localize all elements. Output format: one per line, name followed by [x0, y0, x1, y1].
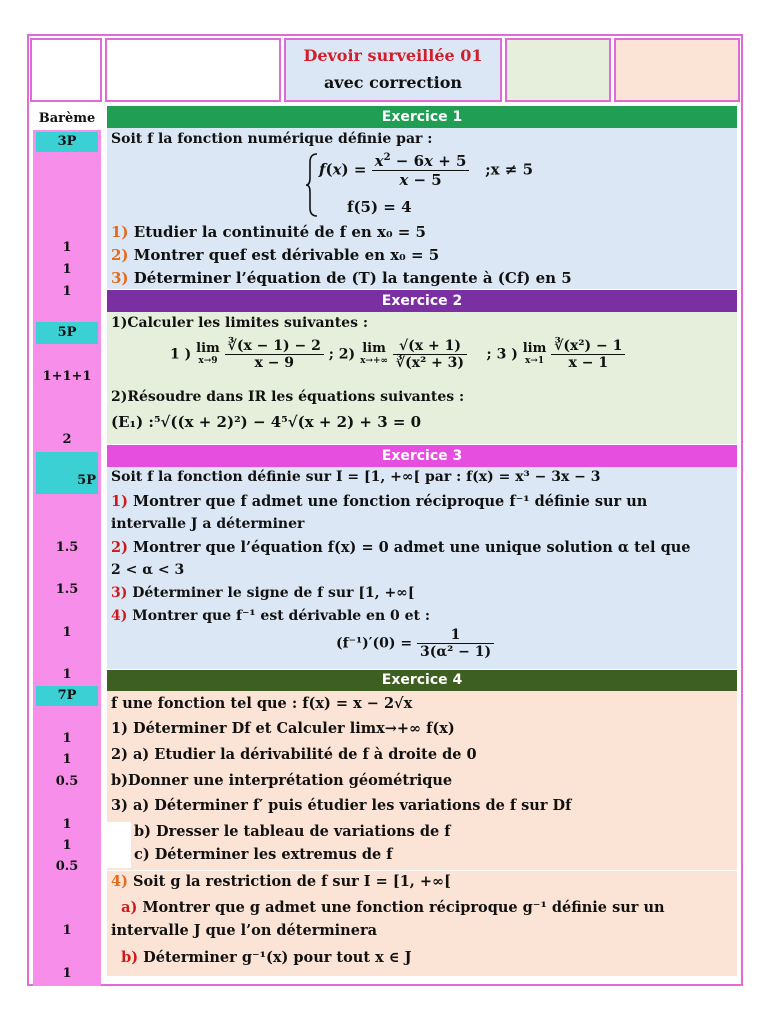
- page-title: Devoir surveillée 01: [303, 46, 483, 65]
- brace-icon: [305, 152, 319, 218]
- ex4-q2b: b)Donner une interprétation géométrique: [111, 772, 453, 789]
- ex1-intro: Soit f la fonction numérique définie par :: [111, 131, 433, 147]
- bareme-ex3-q3: 1: [62, 625, 72, 640]
- header-cell-2: [105, 38, 281, 102]
- ex3-intro: Soit f la fonction définie sur I = [1, +∞[ par : f(x) = x³ − 3x − 3: [111, 469, 601, 485]
- bareme-ex3-q2: 1.5: [55, 582, 79, 597]
- lim-3: lim x→1: [522, 340, 547, 366]
- ex3-q4: 4) Montrer que f⁻¹ est dérivable en 0 et :: [111, 608, 431, 624]
- ex4-q4: 4) Soit g la restriction de f sur I = [1, +∞[: [111, 873, 451, 890]
- bareme-ex4-2: 1: [62, 752, 72, 767]
- ex3-formula: (f⁻¹)′(0) = $\frac{1}{\text{3(α² − 1)}}$: [336, 627, 494, 660]
- header-cell-1: [30, 38, 102, 102]
- ex3-q1: 1) Montrer que f admet une fonction réciproque f⁻¹ définie sur un: [111, 493, 648, 510]
- ex4-q4b: b) Déterminer g⁻¹(x) pour tout x ∈ J: [121, 949, 412, 966]
- ex3-heading: Exercice 3: [107, 445, 737, 467]
- ex4-q3b: b) Dresser le tableau de variations de f: [134, 823, 451, 840]
- ex1-def-cond: ;x ≠ 5: [485, 160, 534, 179]
- ex4-q3c: c) Déterminer les extremus de f: [134, 846, 393, 863]
- ex4-q1: 1) Déterminer Df et Calculer limx→+∞ f(x): [111, 720, 455, 737]
- bareme-ex4-8: 1: [62, 966, 72, 981]
- bareme-header: Barème: [33, 106, 101, 130]
- ex3-q1-cont: intervalle J a déterminer: [111, 516, 305, 532]
- bareme-ex4-3: 0.5: [55, 774, 79, 789]
- ex1-q2: 2) Montrer quef est dérivable en x₀ = 5: [111, 246, 440, 264]
- header-cell-green: [505, 38, 611, 102]
- lim-2-fraction: $\frac{√(x + 1)}{\text{∛(x² + 3)}}$: [393, 338, 467, 371]
- bareme-ex1-q3: 1: [62, 284, 72, 299]
- ex4-q4a-cont: intervalle J que l’on déterminera: [111, 922, 377, 939]
- bareme-chip-ex2: 5P: [36, 322, 98, 344]
- bareme-chip-ex4: 7P: [36, 686, 98, 706]
- bareme-ex3-q4: 1: [62, 667, 72, 682]
- ex3-q2: 2) Montrer que l’équation f(x) = 0 admet une unique solution α tel que: [111, 539, 691, 556]
- header-title-cell: [284, 38, 502, 102]
- ex2-equation: (E₁) :⁵√((x + 2)²) − 4⁵√(x + 2) + 3 = 0: [111, 413, 422, 431]
- ex2-limits: 1 ) lim x→9 $\frac{∛(x - 1) - 2}{x - 9}$ ; 2) lim x→+∞ $\frac{√(x + 1)}{\text{∛(x² + 3)}}$ ; 3 ) lim x→1 $\frac{\text{∛(x²) − 1}}{x - 1}$: [170, 338, 625, 371]
- ex1-def-second: f(5) = 4: [347, 198, 412, 216]
- lim-1-fraction: $\frac{∛(x - 1) - 2}{x - 9}$: [225, 338, 324, 371]
- bareme-ex4-6: 0.5: [55, 859, 79, 874]
- lim-3-fraction: $\frac{\text{∛(x²) − 1}}{x - 1}$: [551, 338, 625, 371]
- bareme-chip-ex1: 3P: [36, 132, 98, 152]
- lim-1: lim x→9: [196, 340, 220, 366]
- bareme-ex4-7: 1: [62, 923, 72, 938]
- header-cell-peach: [614, 38, 740, 102]
- bareme-ex3-q1: 1.5: [55, 540, 79, 555]
- ex3-q3: 3) Déterminer le signe de f sur [1, +∞[: [111, 585, 415, 601]
- ex4-q4a: a) Montrer que g admet une fonction réciproque g⁻¹ définie sur un: [121, 899, 665, 916]
- lim-2: lim x→+∞: [360, 340, 389, 366]
- ex2-heading: Exercice 2: [107, 290, 737, 312]
- bareme-chip-ex3: 5P: [36, 452, 98, 494]
- ex1-heading: Exercice 1: [107, 106, 737, 128]
- ex4-heading: Exercice 4: [107, 670, 737, 691]
- ex1-definition: [305, 150, 565, 220]
- bareme-ex1-q1: 1: [62, 240, 72, 255]
- ex3-q2-cont: 2 < α < 3: [111, 562, 185, 578]
- ex4-q2a: 2) a) Etudier la dérivabilité de f à droite de 0: [111, 746, 477, 763]
- bareme-ex4-4: 1: [62, 817, 72, 832]
- bareme-ex4-5: 1: [62, 838, 72, 853]
- ex2-q2: 2)Résoudre dans IR les équations suivantes :: [111, 389, 465, 405]
- ex4-intro: f une fonction tel que : f(x) = x − 2√x: [111, 695, 413, 712]
- bareme-ex1-q2: 1: [62, 262, 72, 277]
- bareme-ex2-q2: 2: [62, 432, 72, 447]
- bareme-ex4-1: 1: [62, 731, 72, 746]
- ex4-q3a: 3) a) Déterminer f′ puis étudier les variations de f sur Df: [111, 797, 572, 814]
- ex1-q1: 1) Etudier la continuité de f en x₀ = 5: [111, 223, 426, 241]
- bareme-ex2-q1: 1+1+1: [42, 369, 92, 384]
- ex4-q3-white-strip: [107, 822, 131, 868]
- ex1-q3: 3) Déterminer l’équation de (T) la tangente à (Cf) en 5: [111, 269, 572, 287]
- ex1-fx-formula: f(x) = $\frac{x^2 - 6x + 5}{x - 5}$ ;x ≠ 5: [319, 152, 534, 189]
- ex2-intro: 1)Calculer les limites suivantes :: [111, 315, 369, 331]
- page-subtitle: avec correction: [323, 73, 463, 92]
